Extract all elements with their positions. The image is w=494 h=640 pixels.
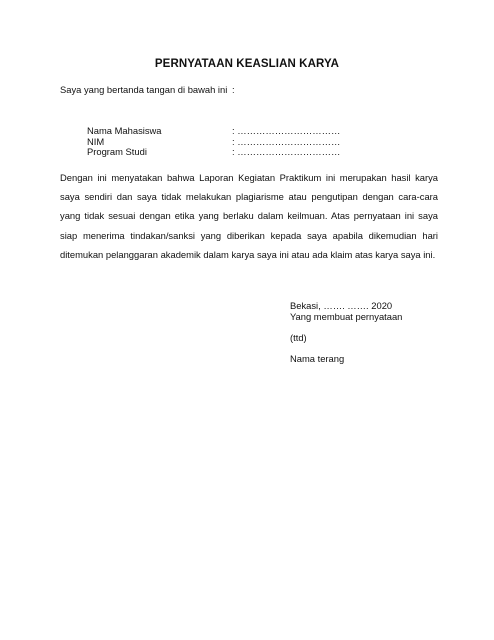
field-label-nama: Nama Mahasiswa — [87, 125, 162, 136]
field-value-prodi: : …………………………… — [232, 146, 341, 157]
page-title: PERNYATAAN KEASLIAN KARYA — [154, 58, 340, 70]
signature-ttd: (ttd) — [290, 332, 307, 343]
field-value-nim: : …………………………… — [232, 135, 341, 147]
signature-name: Nama terang — [290, 353, 345, 364]
field-label-prodi: Program Studi — [87, 146, 147, 157]
signature-role: Yang membuat pernyataan — [290, 311, 403, 322]
field-row-prodi — [87, 147, 387, 158]
field-row-nama — [87, 126, 387, 137]
identity-fields — [87, 126, 387, 158]
signature-place-date: Bekasi, ……. ……. 2020 — [290, 300, 393, 311]
statement-paragraph: Dengan ini menyatakan bahwa Laporan Kegiatan Praktikum ini merupakan hasil karya saya sendiri dan saya tidak melakukan plagiarisme atau pengutipan dengan cara-cara yang tidak sesuai dengan etika yang berlaku dalam keilmuan. Atas pernyataan ini saya siap menerima tindakan/sanksi yang diberikan kepada saya apabila dikemudian hari ditemukan pelanggaran akademik dalam karya saya ini atau ada klaim atas karya saya ini. — [60, 172, 438, 260]
field-label-nim: NIM — [87, 135, 105, 147]
intro-label: Saya yang bertanda tangan di bawah ini — [60, 84, 228, 95]
field-value-nama: : …………………………… — [232, 125, 341, 136]
signature-block — [290, 300, 402, 364]
intro-colon: : — [232, 84, 235, 95]
